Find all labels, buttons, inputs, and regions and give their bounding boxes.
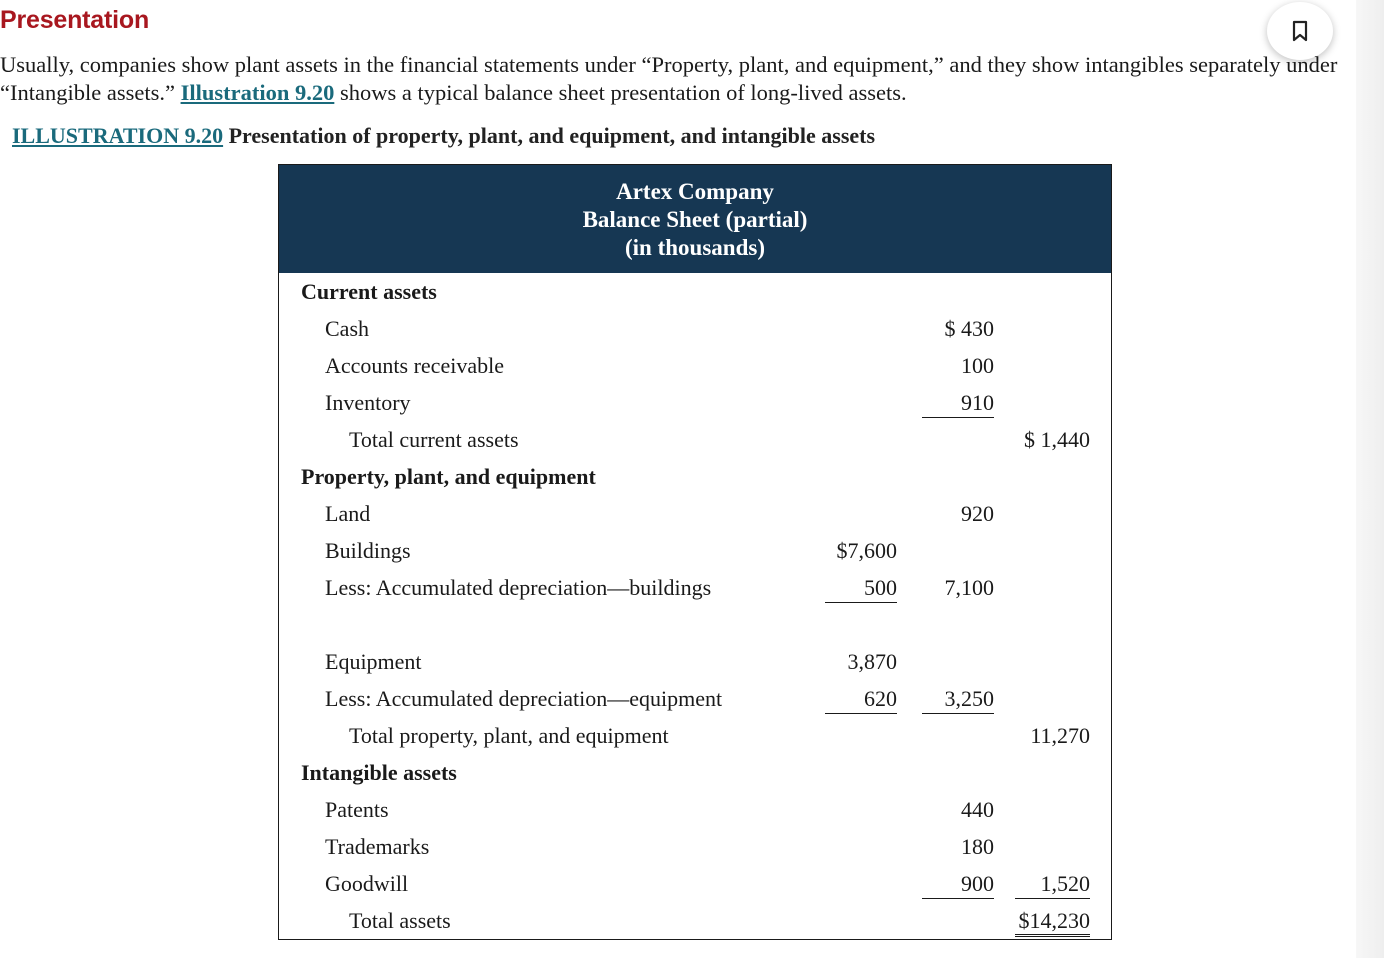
- intro-text-before: Usually, companies show plant assets in the financial statements under “Property, plant, and equipment,” and they show intangibles separately under “Intangible assets.”: [0, 52, 1338, 105]
- buildings-label: Buildings: [325, 538, 411, 563]
- goodwill-value: 900: [922, 871, 994, 899]
- row-equipment: [279, 649, 1111, 686]
- illustration-link[interactable]: ILLUSTRATION 9.20: [12, 123, 224, 148]
- illustration-link-inline[interactable]: Illustration 9.20: [180, 80, 335, 105]
- bookmark-icon: [1290, 20, 1310, 42]
- accounts-receivable-value: 100: [961, 353, 994, 378]
- trademarks-label: Trademarks: [325, 834, 430, 859]
- buildings-value: $7,600: [836, 538, 897, 563]
- statement-units: (in thousands): [625, 235, 765, 260]
- cash-label: Cash: [325, 316, 369, 341]
- inventory-value: 910: [922, 390, 994, 418]
- row-acc-dep-equipment: [279, 686, 1111, 723]
- total-intangibles-value: 1,520: [1015, 871, 1090, 899]
- row-trademarks: [279, 834, 1111, 871]
- cash-value: $ 430: [944, 316, 994, 341]
- inventory-label: Inventory: [325, 390, 411, 415]
- row-inventory: [279, 390, 1111, 427]
- row-intangibles-heading: [279, 760, 1111, 797]
- row-acc-dep-buildings: [279, 575, 1111, 612]
- acc-dep-buildings-value: 500: [825, 575, 897, 603]
- row-cash: [279, 316, 1111, 353]
- current-assets-heading: Current assets: [301, 279, 437, 304]
- equipment-value: 3,870: [847, 649, 897, 674]
- total-assets-value: $14,230: [1015, 908, 1090, 937]
- total-ppe-label: Total property, plant, and equipment: [349, 723, 669, 748]
- patents-label: Patents: [325, 797, 389, 822]
- land-label: Land: [325, 501, 371, 526]
- acc-dep-buildings-label: Less: Accumulated depreciation—buildings: [325, 575, 712, 600]
- accounts-receivable-label: Accounts receivable: [325, 353, 504, 378]
- acc-dep-equipment-value: 620: [825, 686, 897, 714]
- row-land: [279, 501, 1111, 538]
- row-current-assets-heading: [279, 279, 1111, 316]
- statement-title: Balance Sheet (partial): [582, 207, 808, 232]
- patents-value: 440: [961, 797, 994, 822]
- intangibles-heading: Intangible assets: [301, 760, 457, 785]
- trademarks-value: 180: [961, 834, 994, 859]
- total-assets-label: Total assets: [349, 908, 451, 933]
- row-total-current-assets: [279, 427, 1111, 464]
- land-value: 920: [961, 501, 994, 526]
- ppe-heading: Property, plant, and equipment: [301, 464, 596, 489]
- intro-paragraph: [0, 51, 1372, 107]
- row-buildings: [279, 538, 1111, 575]
- equipment-net-value: 3,250: [922, 686, 994, 714]
- intro-text-after: shows a typical balance sheet presentation of long-lived assets.: [334, 80, 907, 105]
- illustration-caption: [12, 123, 875, 149]
- total-ppe-value: 11,270: [1030, 723, 1090, 748]
- balance-sheet-header: [279, 165, 1111, 273]
- scrollbar-track[interactable]: [1356, 0, 1384, 958]
- total-current-assets-label: Total current assets: [349, 427, 519, 452]
- row-total-ppe: [279, 723, 1111, 760]
- row-patents: [279, 797, 1111, 834]
- section-heading: Presentation: [0, 6, 150, 34]
- buildings-net-value: 7,100: [944, 575, 994, 600]
- row-accounts-receivable: [279, 353, 1111, 390]
- row-goodwill: [279, 871, 1111, 908]
- row-ppe-heading: [279, 464, 1111, 501]
- acc-dep-equipment-label: Less: Accumulated depreciation—equipment: [325, 686, 723, 711]
- equipment-label: Equipment: [325, 649, 422, 674]
- total-current-assets-value: $ 1,440: [1024, 427, 1090, 452]
- row-total-assets: [279, 908, 1111, 945]
- company-name: Artex Company: [616, 179, 774, 204]
- goodwill-label: Goodwill: [325, 871, 409, 896]
- illustration-caption-text: Presentation of property, plant, and equipment, and intangible assets: [223, 123, 876, 148]
- balance-sheet: [278, 164, 1112, 940]
